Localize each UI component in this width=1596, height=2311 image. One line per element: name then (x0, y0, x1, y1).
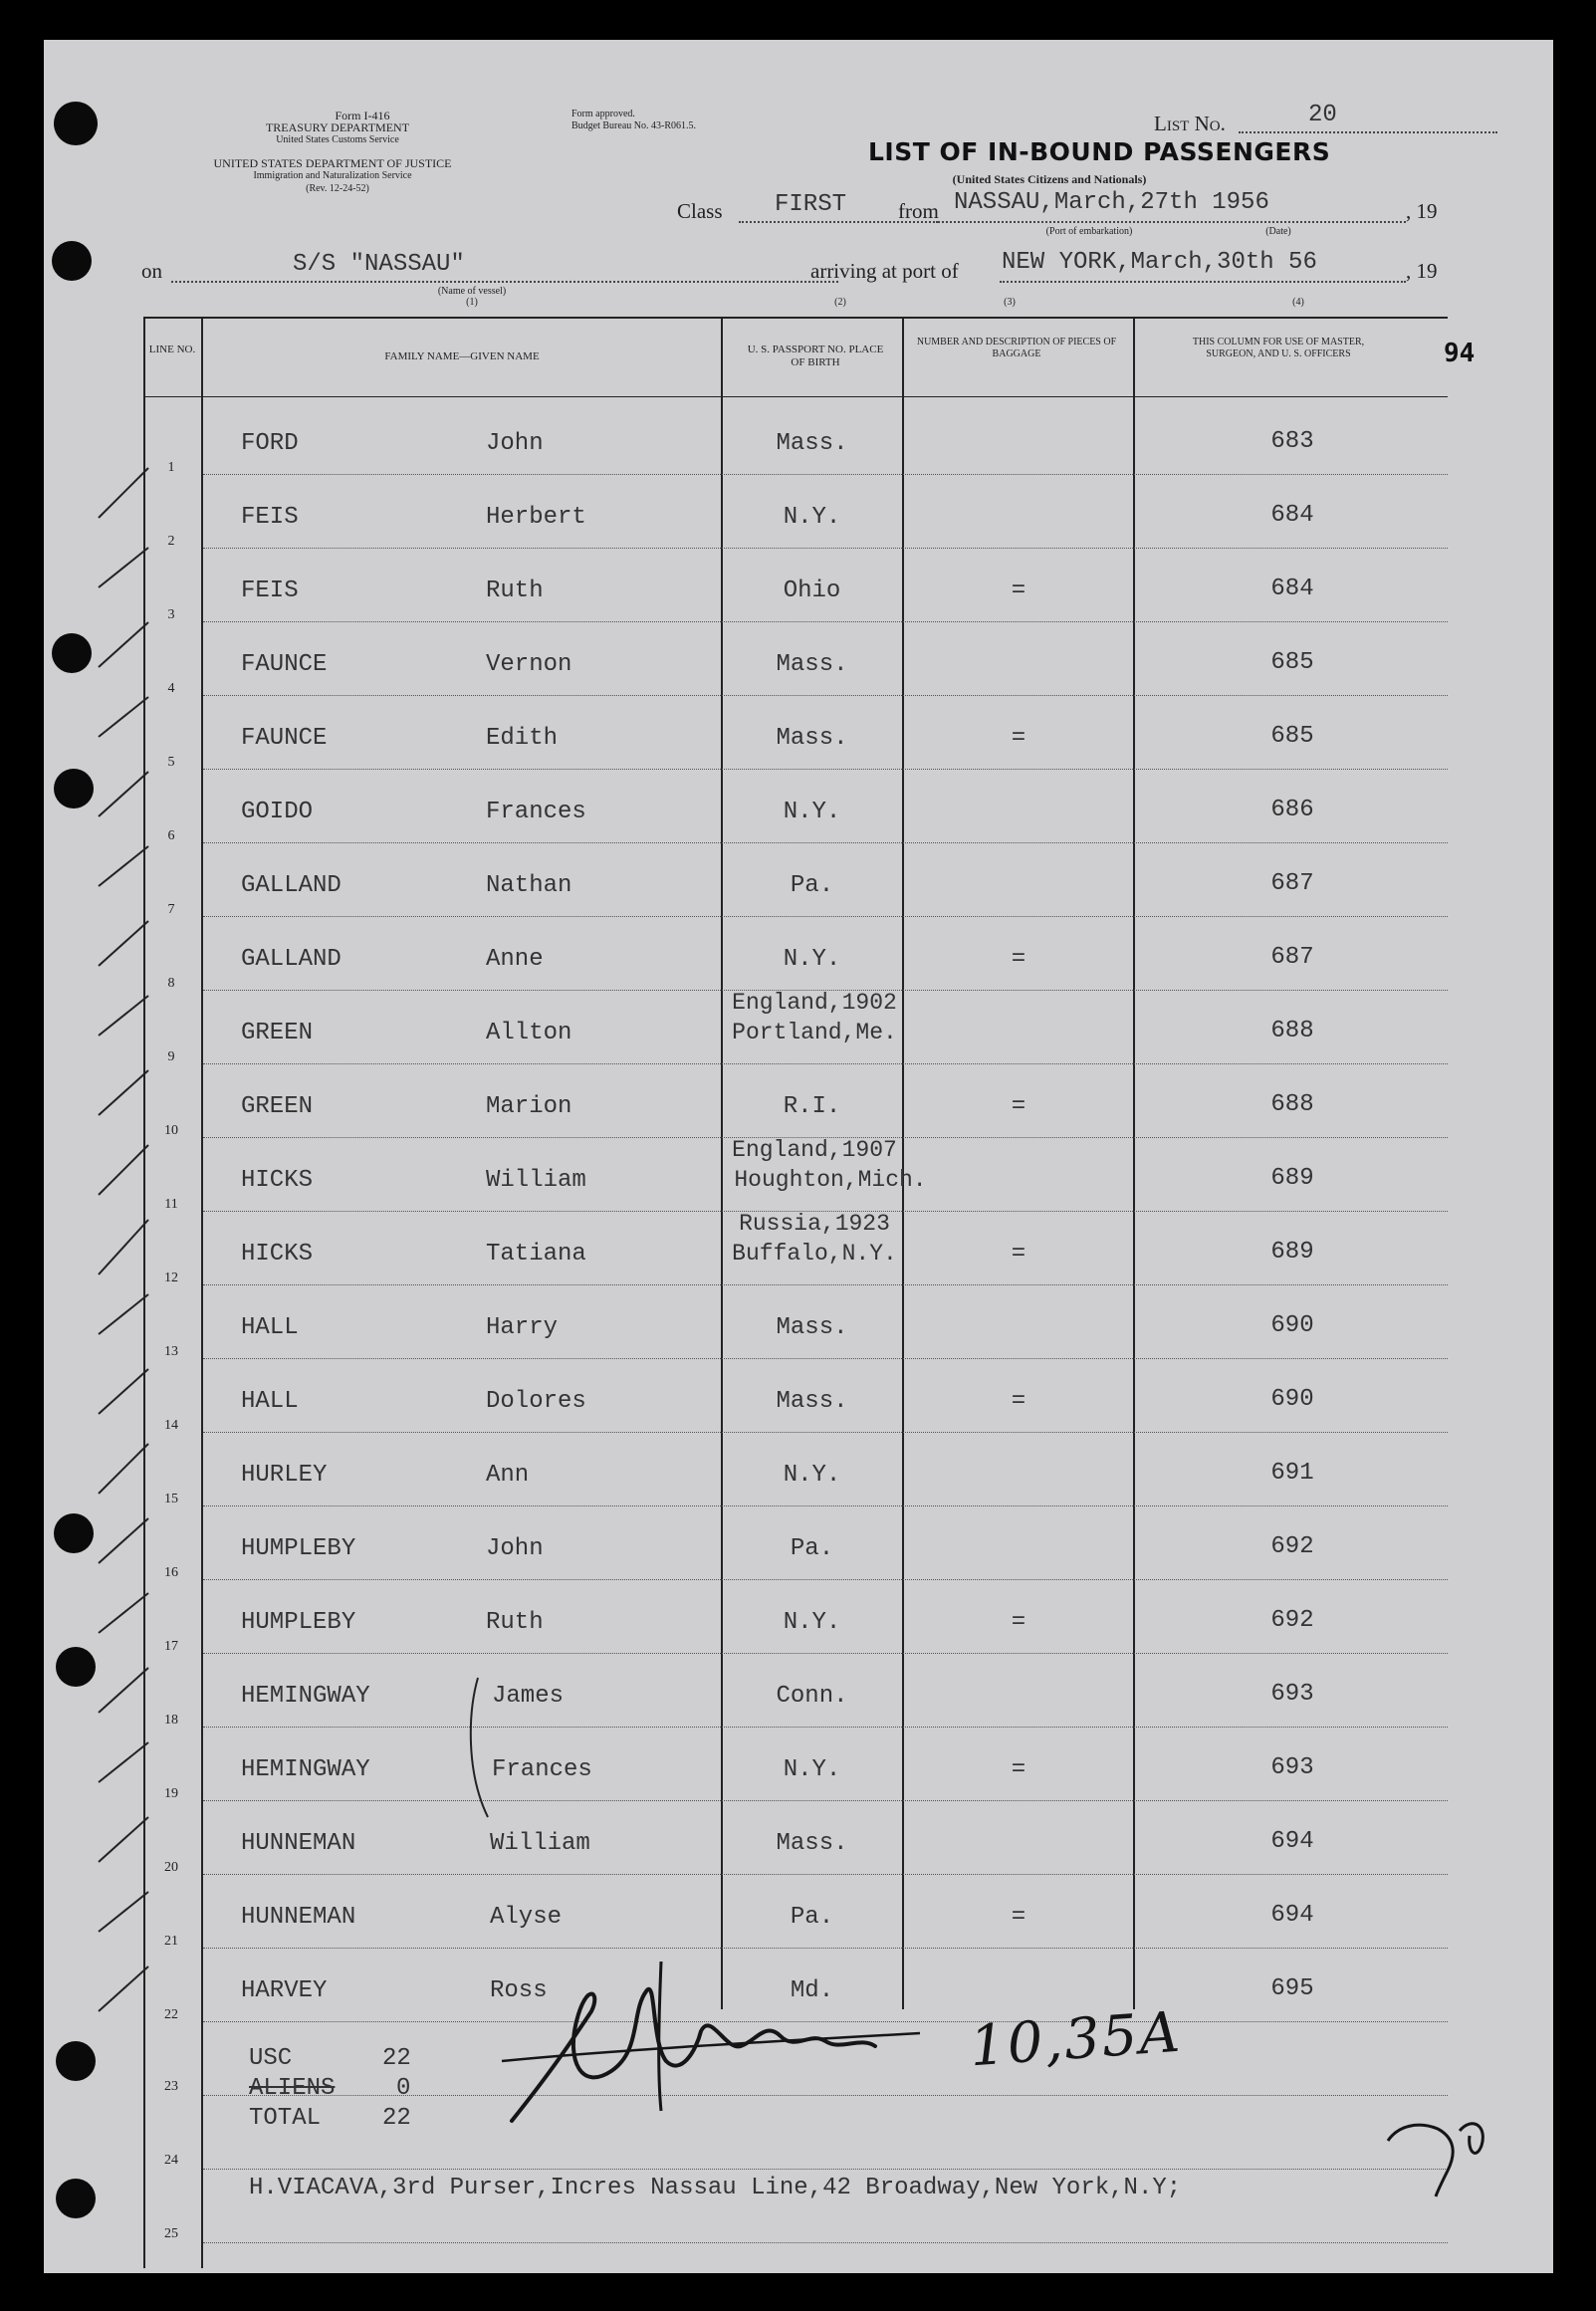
place-of-birth: Md. (790, 1977, 834, 2004)
family-name: HURLEY (241, 1462, 328, 1489)
line-number: 20 (164, 1860, 178, 1875)
manifest-sheet (44, 40, 1553, 2273)
officer-number: 683 (1270, 428, 1314, 455)
list-no-value: 20 (1308, 102, 1337, 128)
list-no-label: List No. (1154, 112, 1226, 135)
family-name: HUMPLEBY (241, 1535, 356, 1562)
customs-service: United States Customs Service (276, 134, 399, 145)
row-divider (203, 474, 1448, 475)
row-divider (203, 1579, 1448, 1580)
place-of-birth: England,1907 (732, 1137, 897, 1163)
place-of-birth: Mass. (776, 430, 848, 457)
row-divider (203, 916, 1448, 917)
row-divider (203, 621, 1448, 622)
officer-number: 688 (1270, 1018, 1314, 1044)
family-name: FAUNCE (241, 725, 328, 752)
vessel-name: S/S "NASSAU" (293, 251, 465, 278)
punch-hole (52, 241, 92, 281)
line-number: 17 (164, 1639, 178, 1654)
line-number: 23 (164, 2079, 178, 2094)
line-number: 12 (164, 1271, 178, 1285)
place-of-birth: Mass. (776, 1388, 848, 1415)
family-name: HICKS (241, 1241, 314, 1268)
officer-number: 695 (1270, 1975, 1314, 2002)
aliens-label: ALIENS (249, 2075, 336, 2102)
line-number: 4 (167, 681, 175, 696)
family-name: HUNNEMAN (241, 1904, 356, 1931)
vessel-caption: (Name of vessel) (437, 286, 507, 297)
family-name: FEIS (241, 578, 299, 604)
given-name: Marion (486, 1093, 572, 1120)
ins-service: Immigration and Naturalization Service (253, 170, 412, 181)
given-name: John (486, 430, 544, 457)
line-number: 25 (164, 2226, 178, 2241)
officer-number: 684 (1270, 502, 1314, 529)
row-divider (203, 1063, 1448, 1064)
caption-2: (2) (834, 297, 846, 308)
given-name: William (490, 1830, 590, 1857)
caption-4: (4) (1292, 297, 1304, 308)
officer-number: 692 (1270, 1607, 1314, 1634)
baggage: = (1011, 1241, 1026, 1268)
purser-footer: H.VIACAVA,3rd Purser,Incres Nassau Line,42 Broadway,New York,N.Y; (249, 2175, 1182, 2201)
officer-number: 689 (1270, 1165, 1314, 1192)
baggage: = (1011, 1756, 1026, 1783)
embark-caption: (Port of embarkation) (1045, 226, 1133, 237)
header-passport: U. S. PASSPORT NO. PLACE OF BIRTH (747, 344, 884, 368)
header-officers: THIS COLUMN FOR USE OF MASTER, SURGEON, AND U. S. OFFICERS (1192, 337, 1365, 359)
line-number: 14 (164, 1418, 178, 1433)
page-title: LIST OF IN-BOUND PASSENGERS (868, 137, 1331, 166)
place-of-birth-2: Buffalo,N.Y. (732, 1241, 897, 1267)
given-name: Frances (486, 799, 586, 825)
revision: (Rev. 12-24-52) (306, 183, 369, 194)
given-name: John (486, 1535, 544, 1562)
arriving-label: arriving at port of (810, 259, 959, 283)
baggage: = (1011, 578, 1026, 604)
place-of-birth: Ohio (783, 578, 841, 604)
place-of-birth: N.Y. (783, 1609, 841, 1636)
vessel-caption-num: (1) (466, 297, 478, 308)
row-divider (203, 769, 1448, 770)
header-bottom-border (143, 396, 1448, 397)
line-number: 21 (164, 1934, 178, 1949)
check-mark-icon (1378, 2111, 1497, 2200)
date-caption: (Date) (1265, 226, 1291, 237)
officer-number: 687 (1270, 870, 1314, 897)
place-of-birth: N.Y. (783, 946, 841, 973)
given-name: Vernon (486, 651, 572, 678)
arrival-line (1000, 281, 1406, 283)
list-no-line (1239, 131, 1497, 133)
officer-number: 689 (1270, 1239, 1314, 1266)
given-name: Herbert (486, 504, 586, 531)
form-number: Form I-416 (335, 109, 390, 122)
family-name: GALLAND (241, 872, 342, 899)
form-approved: Form approved. (571, 109, 635, 119)
punch-hole (56, 2179, 96, 2218)
total-label: TOTAL (249, 2105, 322, 2132)
family-name: HUMPLEBY (241, 1609, 356, 1636)
page-number: 94 (1444, 339, 1476, 368)
page-subtitle: (United States Citizens and Nationals) (952, 172, 1147, 186)
baggage: = (1011, 725, 1026, 752)
given-name: Edith (486, 725, 559, 752)
place-of-birth-2: Houghton,Mich. (734, 1167, 927, 1193)
given-name: Alyse (490, 1904, 563, 1931)
from-label: from (898, 199, 939, 223)
officer-number: 692 (1270, 1533, 1314, 1560)
place-of-birth: Mass. (776, 1314, 848, 1341)
baggage: = (1011, 1093, 1026, 1120)
officer-number: 684 (1270, 576, 1314, 602)
place-of-birth: N.Y. (783, 799, 841, 825)
place-of-birth-2: Portland,Me. (732, 1020, 897, 1045)
family-name: FAUNCE (241, 651, 328, 678)
usc-label: USC (249, 2045, 293, 2072)
row-divider (203, 1653, 1448, 1654)
family-name: FORD (241, 430, 299, 457)
officer-number: 693 (1270, 1681, 1314, 1708)
header-baggage: NUMBER AND DESCRIPTION OF PIECES OF BAGGAGE (916, 337, 1117, 359)
row-divider (203, 1358, 1448, 1359)
from-value: NASSAU,March,27th 1956 (954, 189, 1269, 216)
tally-marks (94, 438, 203, 2051)
place-of-birth: Mass. (776, 651, 848, 678)
line-number: 8 (167, 976, 175, 991)
family-name: FEIS (241, 504, 299, 531)
year-suffix: , 19 (1406, 199, 1438, 223)
place-of-birth: Conn. (776, 1683, 848, 1710)
row-divider (203, 548, 1448, 549)
family-name: GREEN (241, 1093, 314, 1120)
punch-hole (54, 769, 94, 809)
family-name: HUNNEMAN (241, 1830, 356, 1857)
place-of-birth: N.Y. (783, 1462, 841, 1489)
row-divider (203, 1800, 1448, 1801)
vessel-line (171, 281, 838, 283)
family-name: GREEN (241, 1020, 314, 1046)
line-number: 16 (164, 1565, 178, 1580)
class-label: Class (677, 199, 723, 223)
row-divider (203, 1727, 1448, 1728)
usc-value: 22 (382, 2045, 411, 2072)
handwritten-annotation: 10,35A (967, 1999, 1184, 2080)
officer-number: 686 (1270, 797, 1314, 823)
total-value: 22 (382, 2105, 411, 2132)
given-name: Anne (486, 946, 544, 973)
line-number: 7 (167, 902, 175, 917)
row-divider (203, 695, 1448, 696)
given-name: Dolores (486, 1388, 586, 1415)
row-divider (203, 1432, 1448, 1433)
given-name: Ross (490, 1977, 548, 2004)
family-name: HEMINGWAY (241, 1756, 370, 1783)
family-name: HARVEY (241, 1977, 328, 2004)
line-number: 18 (164, 1713, 178, 1728)
place-of-birth: N.Y. (783, 1756, 841, 1783)
punch-hole (54, 102, 98, 145)
row-divider (203, 2242, 1448, 2243)
table-top-border (143, 317, 1448, 319)
row-divider (203, 1505, 1448, 1506)
officer-number: 687 (1270, 944, 1314, 971)
officer-number: 688 (1270, 1091, 1314, 1118)
line-number: 24 (164, 2153, 178, 2168)
family-name: HALL (241, 1314, 299, 1341)
place-of-birth: Pa. (790, 1904, 834, 1931)
row-divider (203, 2169, 1448, 2170)
officer-number: 691 (1270, 1460, 1314, 1487)
bracket-mark (458, 1673, 498, 1822)
baggage: = (1011, 1609, 1026, 1636)
family-name: GOIDO (241, 799, 314, 825)
given-name: Tatiana (486, 1241, 586, 1268)
caption-3: (3) (1004, 297, 1016, 308)
line-number: 6 (167, 828, 175, 843)
class-value: FIRST (775, 191, 847, 218)
row-divider (203, 1874, 1448, 1875)
line-number: 15 (164, 1492, 178, 1506)
line-number: 19 (164, 1786, 178, 1801)
baggage: = (1011, 1904, 1026, 1931)
line-number: 11 (164, 1197, 178, 1212)
punch-hole (52, 633, 92, 673)
given-name: Harry (486, 1314, 559, 1341)
header-name: FAMILY NAME—GIVEN NAME (384, 350, 540, 362)
given-name: Nathan (486, 872, 572, 899)
punch-hole (56, 1647, 96, 1687)
punch-hole (56, 2041, 96, 2081)
family-name: HALL (241, 1388, 299, 1415)
row-divider (203, 842, 1448, 843)
line-number: 3 (167, 607, 175, 622)
line-number: 10 (164, 1123, 178, 1138)
officer-number: 693 (1270, 1754, 1314, 1781)
officer-number: 690 (1270, 1386, 1314, 1413)
place-of-birth: Pa. (790, 872, 834, 899)
year-suffix-2: , 19 (1406, 259, 1438, 283)
line-number: 2 (167, 534, 175, 549)
officer-number: 694 (1270, 1902, 1314, 1929)
officer-number: 694 (1270, 1828, 1314, 1855)
line-number: 22 (164, 2007, 178, 2022)
place-of-birth: N.Y. (783, 504, 841, 531)
place-of-birth: Pa. (790, 1535, 834, 1562)
given-name: Ruth (486, 578, 544, 604)
on-label: on (141, 259, 162, 283)
given-name: Ann (486, 1462, 530, 1489)
family-name: HICKS (241, 1167, 314, 1194)
line-number: 1 (167, 460, 175, 475)
line-number: 9 (167, 1049, 175, 1064)
given-name: William (486, 1167, 586, 1194)
officer-number: 685 (1270, 723, 1314, 750)
place-of-birth: R.I. (783, 1093, 841, 1120)
given-name: Frances (492, 1756, 592, 1783)
treasury-dept: TREASURY DEPARTMENT (265, 120, 410, 134)
baggage: = (1011, 1388, 1026, 1415)
row-divider (203, 1284, 1448, 1285)
signature (482, 1952, 1000, 2141)
line-number: 13 (164, 1344, 178, 1359)
aliens-value: 0 (396, 2075, 411, 2102)
officer-number: 685 (1270, 649, 1314, 676)
family-name: GALLAND (241, 946, 342, 973)
arrival-value: NEW YORK,March,30th 56 (1002, 249, 1317, 276)
from-line (938, 221, 1406, 223)
place-of-birth: Mass. (776, 1830, 848, 1857)
row-divider (203, 1948, 1448, 1949)
place-of-birth: Mass. (776, 725, 848, 752)
baggage: = (1011, 946, 1026, 973)
line-number: 5 (167, 755, 175, 770)
given-name: James (492, 1683, 565, 1710)
officer-number: 690 (1270, 1312, 1314, 1339)
header-line-no: LINE NO. (148, 344, 196, 355)
punch-hole (54, 1513, 94, 1553)
place-of-birth: England,1902 (732, 990, 897, 1016)
family-name: HEMINGWAY (241, 1683, 370, 1710)
justice-dept: UNITED STATES DEPARTMENT OF JUSTICE (213, 156, 452, 170)
place-of-birth: Russia,1923 (739, 1211, 890, 1237)
col-border-baggage (1133, 317, 1135, 2009)
given-name: Ruth (486, 1609, 544, 1636)
budget-bureau: Budget Bureau No. 43-R061.5. (571, 120, 696, 131)
given-name: Allton (486, 1020, 572, 1046)
